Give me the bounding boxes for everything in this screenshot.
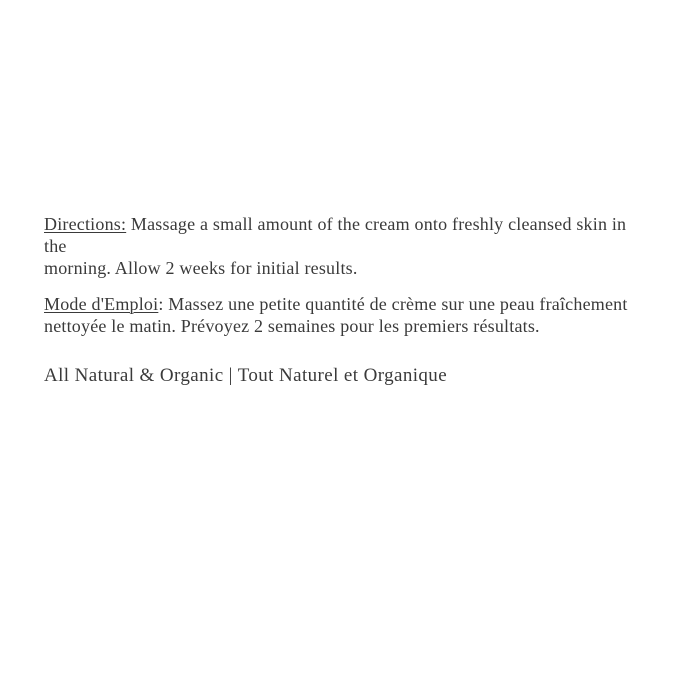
mode-demploi-label: Mode d'Emploi [44, 294, 159, 314]
mode-demploi-paragraph [44, 293, 635, 337]
directions-line1-text: Massage a small amount of the cream onto freshly cleansed skin in the [44, 214, 627, 256]
directions-label: Directions: [44, 214, 127, 234]
directions-line2-text: morning. Allow 2 weeks for initial results. [44, 258, 358, 278]
directions-paragraph [44, 213, 635, 279]
all-natural-organic-line: All Natural & Organic | Tout Naturel et Organique [44, 365, 448, 386]
mode-demploi-line1-text: : Massez une petite quantité de crème sur une peau fraîchement [158, 294, 628, 314]
mode-demploi-line2-text: nettoyée le matin. Prévoyez 2 semaines pour les premiers résultats. [44, 316, 540, 336]
